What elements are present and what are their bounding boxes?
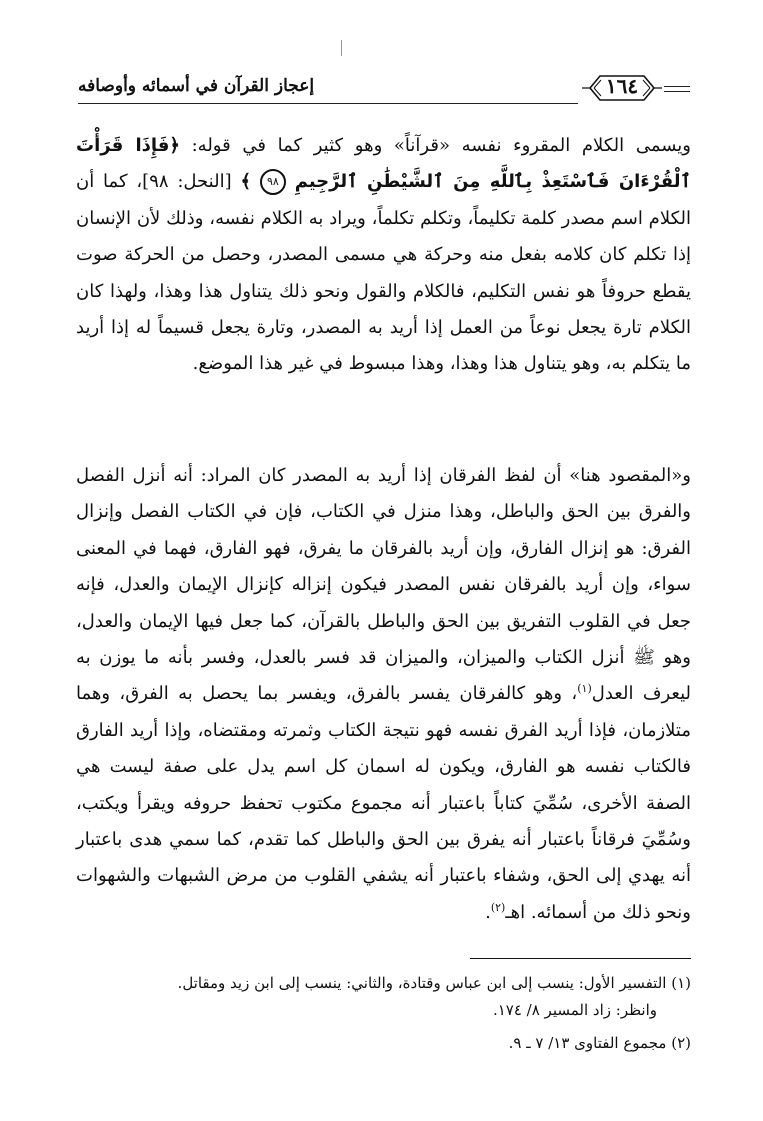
- paragraph-2: [76, 458, 691, 931]
- paragraph-1-text: كما أن الكلام اسم مصدر كلمة تكليماً، وتكلم تكلماً، ويراد به الكلام نفسه، وذلك لأن الإنسان إذا تكلم كان كلامه بفعل منه وحركة هي مسمى المصدر، وحصل من الحركة صوت يقطع حروفاً هو نفس التكليم، فالكلام والقول ونحو ذلك يتناول هذا وهذا، ولهذا كان الكلام تارة يجعل نوعاً من العمل إذا أريد به المصدر، وتارة يجعل قسيماً له إذا أريد ما يتكلم به، وهو يتناول هذا وهذا، وهذا مبسوط في غير هذا الموضع.: [76, 171, 691, 375]
- footnote-1-number: (١): [671, 974, 691, 992]
- verse-citation: [النحل: ٩٨]،: [127, 171, 232, 193]
- footnote-2: [76, 1030, 691, 1057]
- paragraph-1-intro: ويسمى الكلام المقروء نفسه «قرآناً» وهو كثير كما في قوله:: [179, 135, 691, 156]
- footnote-1-line-1: التفسير الأول: ينسب إلى ابن عباس وقتادة، والثاني: ينسب إلى ابن زيد ومقاتل.: [177, 974, 667, 992]
- footnote-2-number: (٢): [671, 1034, 691, 1052]
- footnote-1-line-2: وانظر: زاد المسير ٨/ ١٧٤.: [492, 1001, 657, 1019]
- paragraph-2-text-c: .: [485, 901, 491, 923]
- quran-verse-close: ﴾: [240, 171, 252, 193]
- page-number-ornament: [582, 72, 662, 104]
- quran-verse: ﴿فَإِذَا قَرَأْتَ ٱلْقُرْءَانَ فَٱسْتَعِذْ بِٱللَّهِ مِنَ ٱلشَّيْطَٰنِ ٱلرَّجِيمِ: [76, 135, 692, 193]
- paragraph-2-text-a: و«المقصود هنا» أن لفظ الفرقان إذا أريد به المصدر كان المراد: أنه أنزل الفصل والفرق بين الحق والباطل، وهذا منزل في الكتاب، فإن في الكتاب الفصل وإنزال الفرق: هو إنزال الفارق، وإن أريد بالفرقان ما يفرق، فهو الفارق، فهما في المعنى سواء، وإن أريد بالفرقان نفس المصدر فيكون إنزاله كإنزال الإيمان والعدل، فإنه جعل في القلوب التفريق بين الحق والباطل بالقرآن، كما جعل فيها الإيمان والعدل، وهو ﷺ أنزل الكتاب والميزان، والميزان قد فسر بالعدل، وفسر بأنه ما يوزن به ليعرف العدل: [76, 465, 692, 705]
- page-header: [78, 72, 690, 112]
- footnote-1-continuation: [76, 997, 657, 1024]
- header-rule-right-2: [664, 91, 690, 92]
- ayah-number-marker: ٩٨: [260, 169, 286, 195]
- header-rule: [78, 103, 578, 104]
- paragraph-1: [76, 128, 691, 383]
- paragraph-2-text-b: ، وهو كالفرقان يفسر بالفرق، ويفسر بما يحصل به الفرق، وهما متلازمان، فإذا أريد الفرق نفسه فهو نتيجة الكتاب وثمرته ومقتضاه، وإذا أريد الفارق فالكتاب نفسه هو الفارق، ويكون له اسمان كل اسم يدل على صفة ليست هي الصفة الأخرى، سُمِّيَ كتاباً باعتبار أنه مجموع مكتوب تحفظ حروفه ويقرأ ويكتب، وسُمِّيَ فرقاناً باعتبار أنه يفرق بين الحق والباطل كما تقدم، كما سمي هدى باعتبار أنه يهدي إلى الحق، وشفاء باعتبار أنه يشفي القلوب من مرض الشبهات والشهوات ونحو ذلك من أسمائه. اهـ: [76, 683, 691, 923]
- page-number: ١٦٤: [605, 74, 639, 98]
- running-title: إعجاز القرآن في أسمائه وأوصافه: [78, 76, 315, 96]
- footnote-separator: [470, 958, 691, 959]
- footnote-ref-2[interactable]: (٢): [490, 900, 506, 914]
- header-rule-right-1: [664, 86, 690, 87]
- footnotes: [76, 970, 691, 1057]
- footnote-2-line-1: مجموع الفتاوى ١٣/ ٧ ـ ٩.: [508, 1034, 667, 1052]
- footnote-ref-1[interactable]: (١): [577, 682, 592, 696]
- scan-mark: [341, 40, 342, 56]
- footnote-1: [76, 970, 691, 997]
